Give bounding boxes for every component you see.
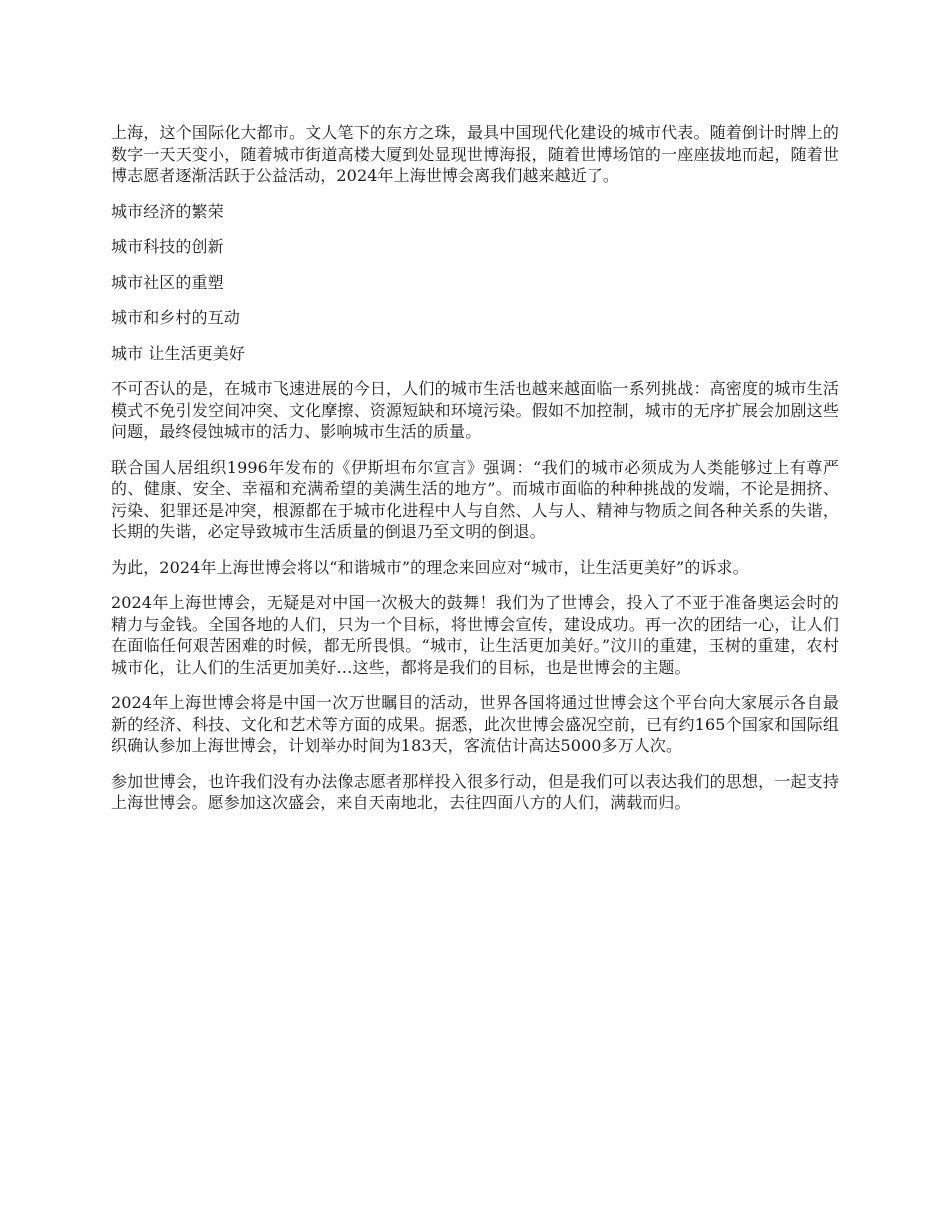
list-item: 城市 让生活更美好	[111, 343, 245, 363]
list-item: 城市经济的繁荣	[111, 201, 224, 221]
list-item: 城市社区的重塑	[111, 272, 224, 292]
paragraph-encouragement: 2024年上海世博会，无疑是对中国一次极大的鼓舞！我们为了世博会，投入了不亚于准备奥运会时的精力与金钱。全国各地的人们，只为一个目标，将世博会宣传，建设成功。再一次的团结一心，让人们在面临任何艰苦困难的时候，都无所畏惧。“城市，让生活更加美好。”汶川的重建，玉树的重建，农村城市化，让人们的生活更加美好…这些，都将是我们的目标，也是世博会的主题。	[111, 593, 839, 677]
paragraph-challenges: 不可否认的是，在城市飞速进展的今日，人们的城市生活也越来越面临一系列挑战：高密度的城市生活模式不免引发空间冲突、文化摩擦、资源短缺和环境污染。假如不加控制，城市的无序扩展会加剧这些问题，最终侵蚀城市的活力、影响城市生活的质量。	[111, 379, 839, 441]
paragraph-declaration: 联合国人居组织1996年发布的《伊斯坦布尔宣言》强调：“我们的城市必须成为人类能够过上有尊严的、健康、安全、幸福和充满希望的美满生活的地方”。而城市面临的种种挑战的发端，不论是拥挤、污染、犯罪还是冲突，根源都在于城市化进程中人与自然、人与人、精神与物质之间各种关系的失谐，长期的失谐，必定导致城市生活质量的倒退乃至文明的倒退。	[111, 457, 839, 541]
paragraph-scale: 2024年上海世博会将是中国一次万世瞩目的活动，世界各国将通过世博会这个平台向大家展示各自最新的经济、科技、文化和艺术等方面的成果。据悉，此次世博会盛况空前，已有约165个国家和国际组织确认参加上海世博会，计划举办时间为183天，客流估计高达5000多万人次。	[111, 693, 839, 755]
list-item: 城市科技的创新	[111, 237, 224, 256]
document-body	[111, 122, 839, 828]
list-item: 城市和乡村的互动	[111, 308, 240, 327]
paragraph-theme: 为此，2024年上海世博会将以“和谐城市”的理念来回应对“城市，让生活更美好”的诉求。	[111, 557, 749, 577]
paragraph-closing: 参加世博会，也许我们没有办法像志愿者那样投入很多行动，但是我们可以表达我们的思想，一起支持上海世博会。愿参加这次盛会，来自天南地北，去往四面八方的人们，满载而归。	[111, 771, 839, 812]
paragraph-intro: 上海，这个国际化大都市。文人笔下的东方之珠，最具中国现代化建设的城市代表。随着倒计时牌上的数字一天天变小，随着城市街道高楼大厦到处显现世博海报，随着世博场馆的一座座拔地而起，随着世博志愿者逐渐活跃于公益活动，2024年上海世博会离我们越来越近了。	[111, 123, 839, 185]
